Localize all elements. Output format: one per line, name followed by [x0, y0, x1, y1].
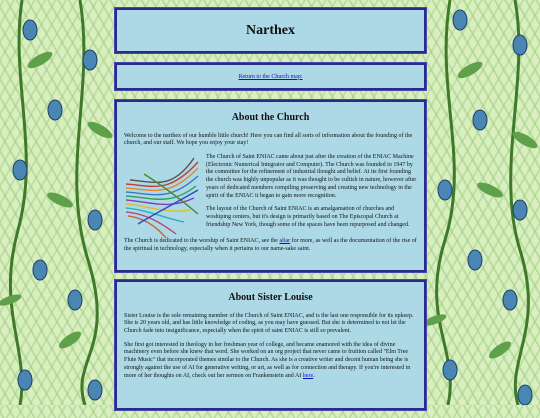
about-intro: Welcome to the narthex of our humble little church! Here you can find all sorts of information about the founding of the church, and our staff. We hope you enjoy your stay! [124, 132, 413, 147]
altar-link[interactable]: altar [279, 238, 291, 245]
page-title: Narthex [246, 22, 295, 38]
dedication-text-end: for more, as well as the documentation of the rise of the spiritual in technology, especially when it pertains to our name-sake saint. [124, 238, 417, 252]
about-church-section [115, 100, 426, 272]
sermon-link[interactable]: here [302, 372, 314, 379]
church-history-paragraph: The Church of Saint ENIAC came about just after the creation of the ENIAC Machine (Electronic Numerical Integrator and Computer). The Church was founded in 1947 by the committee for the refinement of industrial thought and belief. At its first founding the church was highly unpopular as it was thought to be cultish in nature, however after years of dedicated members compiling proserving and creating new technology in the spirit of the ENIAC it began to gain more recognition. [206, 154, 417, 199]
about-church-heading: About the Church [231, 112, 310, 123]
floral-wallpaper-right [420, 0, 540, 405]
floral-wallpaper-left [0, 0, 120, 405]
sister-interests-paragraph [124, 342, 417, 380]
interests-text-end: . [313, 372, 315, 379]
church-layout-paragraph: The layout of the Church of Saint ENIAC is an amalgamation of churches and woshiping centers, but it's design is primarily based on The Episcopal Church at friendship New York, though some of the spaces have been repurposed and changed. [206, 206, 410, 228]
dedication-text-start: The Church is dedicated to the worship of Saint ENIAC, see the [124, 238, 280, 245]
sister-bio-paragraph: Sister Louise is the sole remaining member of the Church of Saint ENIAC, and is the last one responsible for its upkeep. She is 20 years old, and has little knowledge of coding, as you may have guessed. But she is determined to not let the Church fade into insignificance, especially when the spirit of saint ENIAC is still so prevalent. [124, 312, 414, 335]
about-sister-section [115, 280, 426, 410]
main-column [115, 8, 426, 418]
church-map-link[interactable]: Return to the Church map: [238, 73, 303, 80]
about-sister-heading: About Sister Louise [228, 292, 313, 303]
interests-text-start: She first got interested in theology in her freshman year of college, and became enamored with the idea of divine machinery even before she knew that word. She worked on an org project that never came to fruition called "Elm Tree Flute Music" that incorporated themes similar to the Church. As she is a creative writer and decent human being she is strongly against the use of AI for generative writing, or art, as well as for connection and therapy. If you're interested in more of her thoughts on AI, check out her sermon on Frankenstein and AI [124, 341, 411, 379]
nav-panel [115, 63, 426, 90]
church-dedication-paragraph [124, 238, 417, 253]
cable-bundle-image [124, 154, 200, 238]
title-panel [115, 8, 426, 53]
